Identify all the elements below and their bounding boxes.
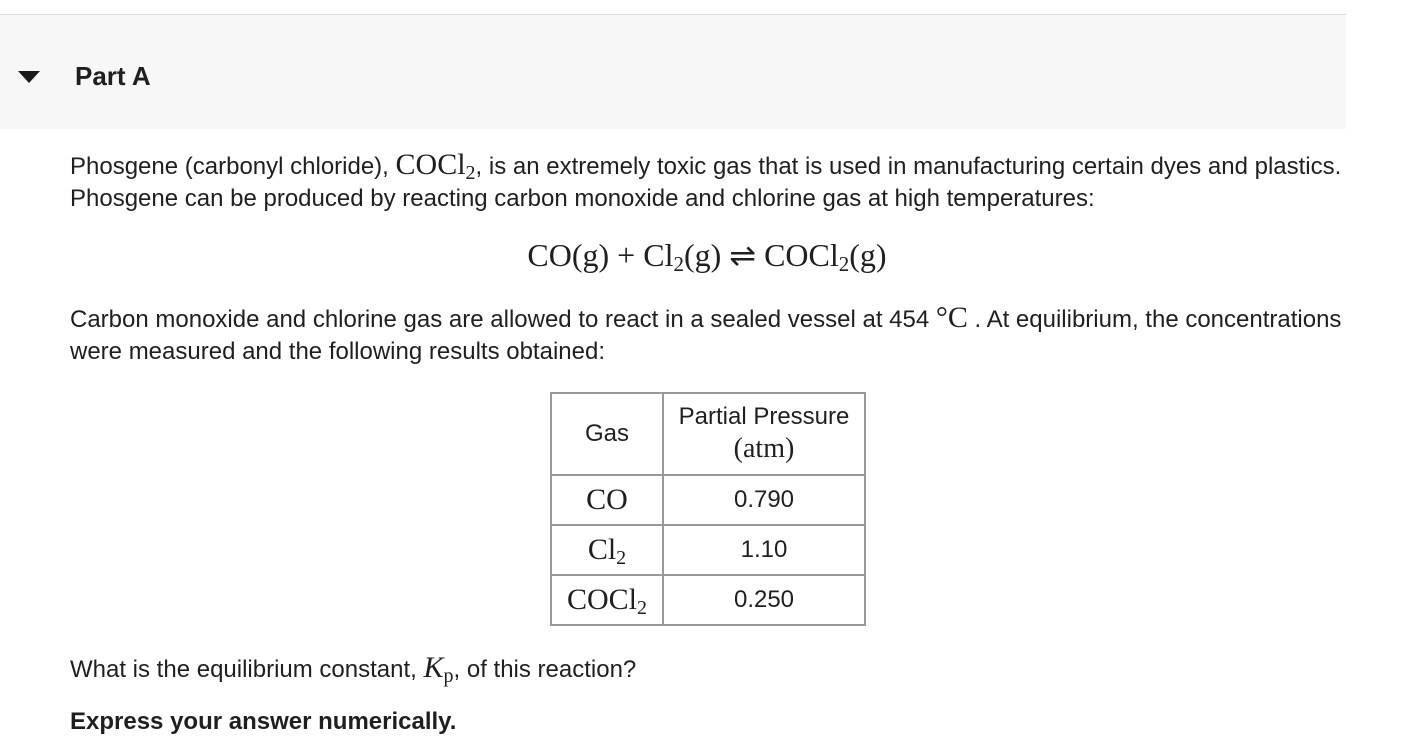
pressure-cell: 0.790 xyxy=(663,475,865,525)
header-partial-pressure: Partial Pressure (atm) xyxy=(663,393,865,475)
reaction-equation xyxy=(0,236,1402,274)
question-text: What is the equilibrium constant, $K_p$, of this reaction? xyxy=(70,651,637,687)
conditions-paragraph xyxy=(70,302,1360,368)
table-header-row xyxy=(551,393,865,475)
conditions-text-before: Carbon monoxide and chlorine gas are allowed to react in a sealed vessel at 454 xyxy=(70,306,936,333)
equation-product: COCl$_2$(g) xyxy=(756,237,887,276)
table-row xyxy=(551,525,865,575)
pressure-cell: 0.250 xyxy=(663,575,865,625)
gas-cell: $Cl_2$ xyxy=(551,525,663,575)
part-title[interactable]: Part A xyxy=(75,61,151,91)
conditions-text-after: . At equilibrium, the concentrations were measured and the following results obtained: xyxy=(70,306,1342,365)
collapse-caret-icon[interactable] xyxy=(18,71,40,83)
header-unit: (atm) xyxy=(733,433,795,464)
pressure-cell: 1.10 xyxy=(663,525,865,575)
answer-instruction: Express your answer numerically. xyxy=(70,708,457,735)
equilibrium-arrow-icon: ⇌ xyxy=(729,237,757,273)
table-row xyxy=(551,475,865,525)
part-header[interactable] xyxy=(0,15,1346,129)
equation-reactants: $CO(g) + Cl_2(g)$ xyxy=(527,237,730,276)
intro-text-before: Phosgene (carbonyl chloride), xyxy=(70,153,396,180)
temperature-unit: °C xyxy=(935,301,968,334)
table-row xyxy=(551,575,865,625)
gas-cell: COCl$_2$ xyxy=(551,575,663,625)
partial-pressure-table xyxy=(550,392,866,626)
phosgene-formula: COCl$_2$ xyxy=(395,148,476,184)
header-gas: Gas xyxy=(551,393,663,475)
kp-symbol: $K_p$ xyxy=(423,651,454,687)
gas-cell: CO xyxy=(551,475,663,525)
intro-text-after: , is an extremely toxic gas that is used in manufacturing certain dyes and plastics. Phosgene can be produced by reacting carbon monoxide and chlorine gas at high temperatures: xyxy=(70,153,1342,212)
intro-paragraph xyxy=(70,149,1360,215)
